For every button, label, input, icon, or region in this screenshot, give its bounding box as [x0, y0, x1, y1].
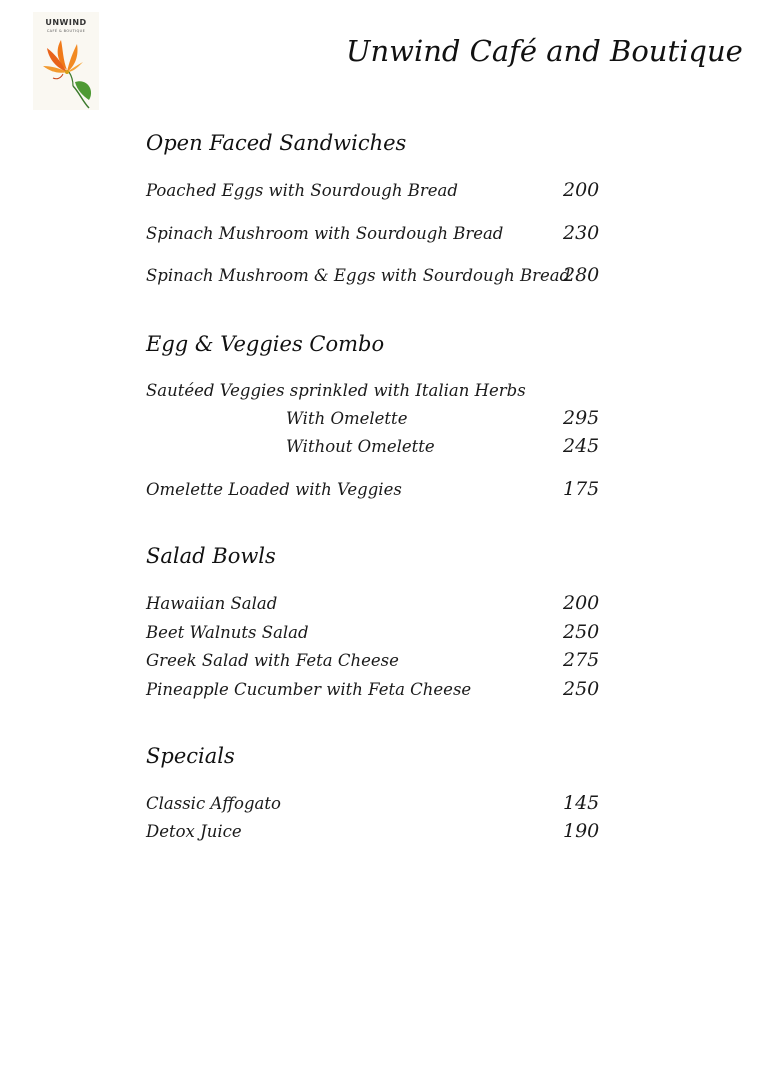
menu-item-variant: With Omelette [286, 409, 408, 428]
menu-item-name: Omelette Loaded with Veggies [146, 480, 402, 499]
menu-item-price: 250 [563, 678, 600, 700]
logo-brand: UNWIND [45, 18, 87, 27]
menu-item-variant: Without Omelette [286, 437, 435, 456]
logo [33, 12, 99, 110]
menu-item-price: 175 [563, 478, 600, 500]
menu-item-name: Detox Juice [146, 822, 242, 841]
section-heading: Salad Bowls [146, 544, 276, 568]
menu-item-name: Beet Walnuts Salad [146, 623, 309, 642]
menu-item-price: 295 [563, 407, 600, 429]
menu-item-price: 275 [563, 649, 600, 671]
menu-item-price: 250 [563, 621, 600, 643]
menu-item-name: Greek Salad with Feta Cheese [146, 651, 399, 670]
section-heading: Specials [146, 744, 235, 768]
menu-item-price: 190 [563, 820, 600, 842]
menu-item-name: Classic Affogato [146, 794, 281, 813]
section-heading: Egg & Veggies Combo [146, 332, 385, 356]
page-title: Unwind Café and Boutique [346, 34, 743, 68]
menu-item-price: 280 [563, 264, 600, 286]
menu-item-price: 200 [563, 592, 600, 614]
logo-tagline: CAFÉ & BOUTIQUE [46, 29, 86, 33]
menu-item-name: Spinach Mushroom with Sourdough Bread [146, 224, 504, 243]
menu-item-price: 245 [563, 435, 600, 457]
menu-item-price: 145 [563, 792, 600, 814]
menu-item-name: Sautéed Veggies sprinkled with Italian Herbs [146, 381, 526, 400]
menu-item-name: Poached Eggs with Sourdough Bread [146, 181, 458, 200]
menu-item-price: 230 [563, 222, 600, 244]
menu-item-name: Pineapple Cucumber with Feta Cheese [146, 680, 472, 699]
flower-icon [33, 34, 99, 110]
menu-item-price: 200 [563, 179, 600, 201]
section-heading: Open Faced Sandwiches [146, 131, 407, 155]
menu-item-name: Spinach Mushroom & Eggs with Sourdough Bread [146, 266, 571, 285]
menu-item-name: Hawaiian Salad [146, 594, 278, 613]
